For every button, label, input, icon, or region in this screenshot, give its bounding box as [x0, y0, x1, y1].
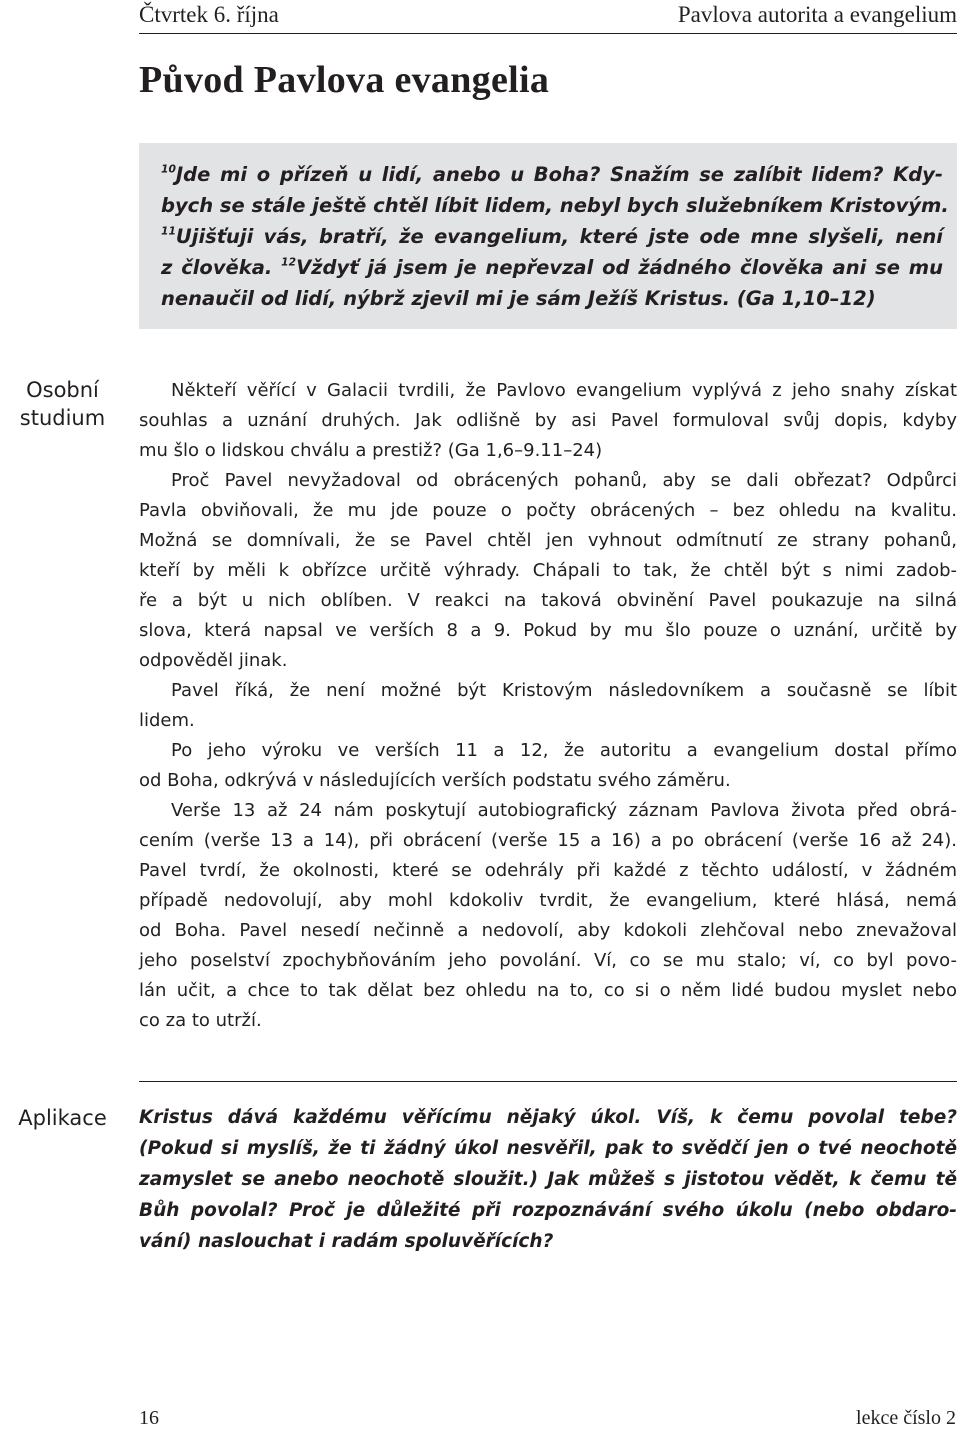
text-line: slova, která napsal ve verších 8 a 9. Pokud by mu šlo pouze o uznání, určitě by — [139, 620, 957, 641]
personal-study-text — [139, 376, 957, 1036]
application-text — [139, 1102, 957, 1257]
text-line: mu šlo o lidskou chválu a prestiž? (Ga 1,6–9.11–24) — [139, 440, 603, 461]
section-label-personal-study — [0, 376, 125, 432]
quote-line — [161, 159, 943, 190]
quote-text: Jde mi o přízeň u lidí, anebo u Boha? Snažím se zalíbit lidem? Kdy- — [175, 163, 943, 186]
quote-line — [161, 252, 943, 283]
text-line: Po jeho výroku ve verších 11 a 12, že autoritu a evangelium dostal přímo — [171, 740, 957, 761]
quote-line — [161, 283, 943, 314]
text-line: odpověděl jinak. — [139, 650, 288, 671]
text-line: případě nedovolují, aby mohl kdokoliv tvrdit, že evangelium, které hlásá, nemá — [139, 890, 957, 911]
text-line: ře a být u nich oblíben. V reakci na taková obvinění Pavel poukazuje na silná — [139, 590, 957, 611]
quote-text: nenaučil od lidí, nýbrž zjevil mi je sám Ježíš Kristus. (Ga 1,10–12) — [161, 287, 876, 310]
text-line: lidem. — [139, 710, 195, 731]
text-line: lán učit, a chce to tak dělat bez ohledu na to, co si o něm lidé budou myslet nebo — [139, 980, 957, 1001]
page-number: 16 — [139, 1407, 159, 1429]
text-line: souhlas a uznání druhých. Jak odlišně by asi Pavel formuloval svůj dopis, kdyby — [139, 410, 957, 431]
text-line: od Boha, odkrývá v následujících verších podstatu svého záměru. — [139, 770, 731, 791]
text-line: Možná se domnívali, že se Pavel chtěl jen vyhnout odmítnutí ze strany pohanů, — [139, 530, 957, 551]
text-line: (Pokud si myslíš, že ti žádný úkol nesvěřil, pak to svědčí jen o tvé neochotě — [139, 1138, 957, 1159]
text-line: Kristus dává každému věřícímu nějaký úkol. Víš, k čemu povolal tebe? — [139, 1107, 957, 1128]
section-divider — [139, 1081, 957, 1082]
text-line: Pavel tvrdí, že okolnosti, které se odehrály při každé z těchto událostí, v žádném — [139, 860, 957, 881]
header-date: Čtvrtek 6. října — [139, 2, 279, 27]
text-line: jeho poselství zpochybňováním jeho povolání. Ví, co se mu stalo; ví, co byl povo- — [139, 950, 957, 971]
text-line: cením (verše 13 a 14), při obrácení (verše 15 a 16) a po obrácení (verše 16 až 24). — [139, 830, 957, 851]
text-line: Proč Pavel nevyžadoval od obrácených pohanů, aby se dali obřezat? Odpůrci — [171, 470, 957, 491]
quote-text: bych se stále ještě chtěl líbit lidem, nebyl bych služebníkem Kristovým. — [161, 194, 949, 217]
text-line: kteří by měli k obřízce určitě výhrady. Chápali to tak, že chtěl být s nimi zadob- — [139, 560, 957, 581]
text-line: od Boha. Pavel nesedí nečinně a nedovolí, aby kdokoli zlehčoval nebo znevažoval — [139, 920, 957, 941]
verse-number: 10 — [161, 162, 176, 176]
quote-line — [161, 190, 949, 221]
quote-text: z člověka. — [161, 256, 282, 279]
text-line: Verše 13 až 24 nám poskytují autobiografický záznam Pavlova života před obrá- — [171, 800, 957, 821]
verse-number: 11 — [161, 224, 176, 238]
text-line: Bůh povolal? Proč je důležité při rozpoznávání svého úkolu (nebo obdaro- — [139, 1200, 957, 1221]
verse-number: 12 — [281, 255, 297, 269]
page-title: Původ Pavlova evangelia — [139, 59, 550, 101]
header-section-title: Pavlova autorita a evangelium — [677, 2, 957, 27]
quote-line — [161, 221, 943, 252]
text-line: zamyslet se anebo neochotě sloužit.) Jak můžeš s jistotou vědět, k čemu tě — [139, 1169, 957, 1190]
scripture-quote-box — [139, 143, 957, 329]
quote-text: Ujišťuji vás, bratří, že evangelium, které jste ode mne slyšeli, není — [175, 225, 943, 248]
quote-text: Vždyť já jsem je nepřevzal od žádného člověka ani se mu — [296, 256, 944, 279]
text-line: Někteří věřící v Galacii tvrdili, že Pavlovo evangelium vyplývá z jeho snahy získat — [171, 380, 957, 401]
label-line: studium — [19, 406, 106, 430]
text-line: vání) naslouchat i radám spoluvěřících? — [139, 1231, 554, 1252]
section-label-application: Aplikace — [18, 1106, 107, 1130]
text-line: Pavel říká, že není možné být Kristovým následovníkem a současně se líbit — [171, 680, 957, 701]
running-header — [139, 0, 957, 30]
label-line: Osobní — [26, 378, 99, 402]
text-line: co za to utrží. — [139, 1010, 262, 1031]
header-rule — [139, 33, 957, 34]
text-line: Pavla obviňovali, že mu jde pouze o počty obrácených – bez ohledu na kvalitu. — [139, 500, 957, 521]
lesson-number: lekce číslo 2 — [856, 1407, 956, 1429]
